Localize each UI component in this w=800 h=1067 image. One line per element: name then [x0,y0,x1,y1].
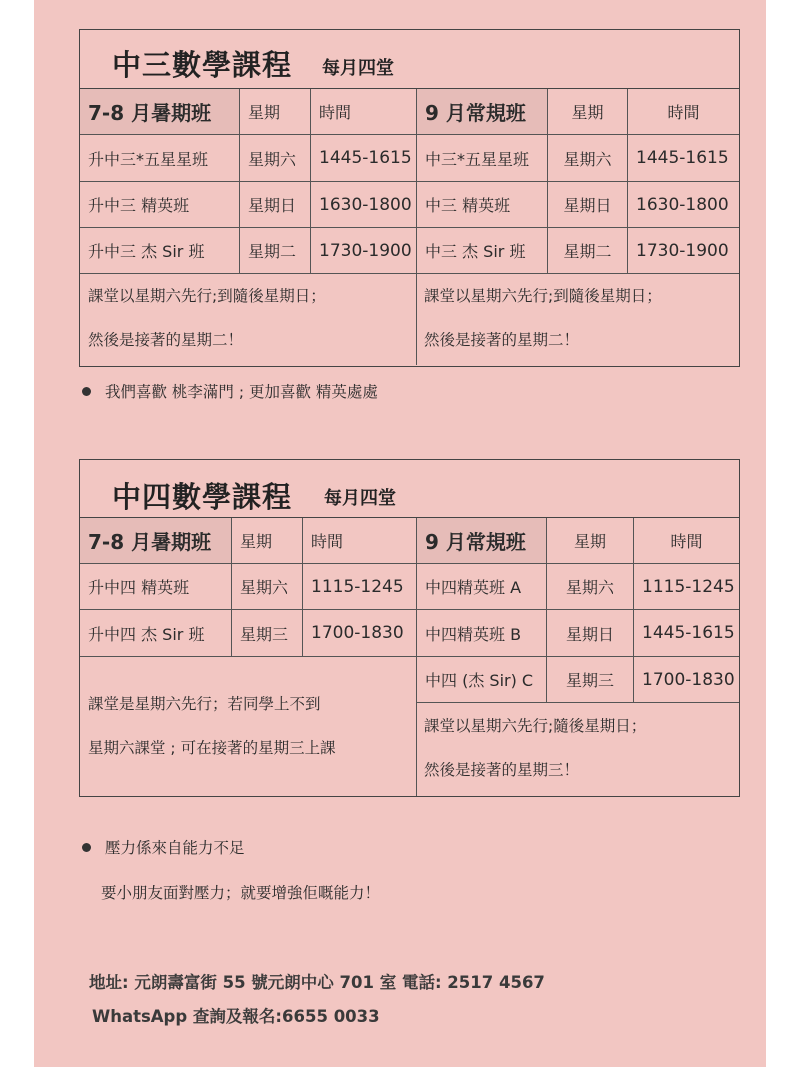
f4-summer-row1-day: 星期六 [232,564,303,610]
f3-regular-time-header: 時間 [628,89,739,135]
f4-summer-row2-day: 星期三 [232,610,303,657]
f4-regular-row3-day: 星期三 [547,657,634,703]
f4-summer-label: 7-8 月暑期班 [80,518,232,564]
f4-regular-row2-name: 中四精英班 B [417,610,547,657]
f3-regular-row3-time: 1730-1900 [628,228,739,274]
f4-regular-time-header: 時間 [634,518,739,564]
f3-summer-time-header: 時間 [311,89,417,135]
bullet-dot-icon [82,387,91,396]
f3-regular-row2-name: 中三 精英班 [417,182,548,228]
f4-regular-row1-name: 中四精英班 A [417,564,547,610]
pressure-line1: 壓力係來自能力不足 [105,839,245,857]
f3-summer-day-header: 星期 [240,89,311,135]
f3-summer-row3-day: 星期二 [240,228,311,274]
f3-regular-row3-day: 星期二 [548,228,628,274]
f3-bullet-text: 我們喜歡 桃李滿門 ; 更加喜歡 精英處處 [105,383,378,401]
f3-summer-row2-day: 星期日 [240,182,311,228]
f3-regular-row2-day: 星期日 [548,182,628,228]
pressure-bullet [82,836,245,858]
f4-summer-row1-time: 1115-1245 [303,564,417,610]
f4-regular-row1-day: 星期六 [547,564,634,610]
f4-subtitle: 每月四堂 [324,488,396,509]
footer-whatsapp: WhatsApp 查詢及報名:6655 0033 [92,1007,380,1026]
f4-regular-day-header: 星期 [547,518,634,564]
f4-summer-time-header: 時間 [303,518,417,564]
f4-regular-row3-name: 中四 (杰 Sir) C [417,657,547,703]
bullet-dot-icon [82,843,91,852]
f4-summer-day-header: 星期 [232,518,303,564]
f3-regular-row2-time: 1630-1800 [628,182,739,228]
f3-summer-note-line2: 然後是接著的星期二！ [88,331,244,349]
f3-title-row [80,30,739,89]
f3-summer-note-line1: 課堂以星期六先行;到隨後星期日； [88,287,326,305]
f3-summer-label: 7-8 月暑期班 [80,89,240,135]
pressure-line2: 要小朋友面對壓力；就要增強佢嘅能力！ [101,884,381,902]
f3-regular-row1-time: 1445-1615 [628,135,739,182]
f3-summer-row3-time: 1730-1900 [311,228,417,274]
f3-regular-row3-name: 中三 杰 Sir 班 [417,228,548,274]
f4-regular-note [424,716,646,780]
f3-summer-row3-name: 升中三 杰 Sir 班 [80,228,240,274]
f4-regular-row2-day: 星期日 [547,610,634,657]
f3-summer-row1-day: 星期六 [240,135,311,182]
f3-summer-note [88,286,326,350]
f3-bullet [82,380,378,402]
f3-summer-row1-time: 1445-1615 [311,135,417,182]
f4-title: 中四數學課程 [112,480,293,514]
f4-regular-note-line1: 課堂以星期六先行;隨後星期日； [424,717,647,735]
f4-summer-row2-name: 升中四 杰 Sir 班 [80,610,232,657]
f4-regular-row3-time: 1700-1830 [634,657,739,703]
footer-address: 地址: 元朗壽富街 55 號元朗中心 701 室 電話: 2517 4567 [89,973,545,992]
f3-regular-row1-name: 中三*五星星班 [417,135,548,182]
f3-regular-label: 9 月常規班 [417,89,548,135]
f3-regular-note-line1: 課堂以星期六先行;到隨後星期日； [424,287,662,305]
f4-regular-label: 9 月常規班 [417,518,547,564]
f3-regular-note [424,286,662,350]
f3-regular-note-line2: 然後是接著的星期二！ [424,331,580,349]
f4-summer-note [88,694,336,758]
f4-summer-note-line2: 星期六課堂 ; 可在接著的星期三上課 [88,739,336,757]
f3-subtitle: 每月四堂 [322,58,394,79]
f4-summer-row2-time: 1700-1830 [303,610,417,657]
f4-summer-note-line1: 課堂是星期六先行；若同學上不到 [88,695,321,713]
f3-regular-day-header: 星期 [548,89,628,135]
f4-regular-row1-time: 1115-1245 [634,564,739,610]
f3-title: 中三數學課程 [112,48,293,82]
f4-regular-note-line2: 然後是接著的星期三！ [424,761,580,779]
f4-summer-row1-name: 升中四 精英班 [80,564,232,610]
f3-summer-row2-time: 1630-1800 [311,182,417,228]
f3-regular-row1-day: 星期六 [548,135,628,182]
f3-summer-row2-name: 升中三 精英班 [80,182,240,228]
f4-title-row [80,460,739,518]
f3-summer-row1-name: 升中三*五星星班 [80,135,240,182]
f4-regular-row2-time: 1445-1615 [634,610,739,657]
